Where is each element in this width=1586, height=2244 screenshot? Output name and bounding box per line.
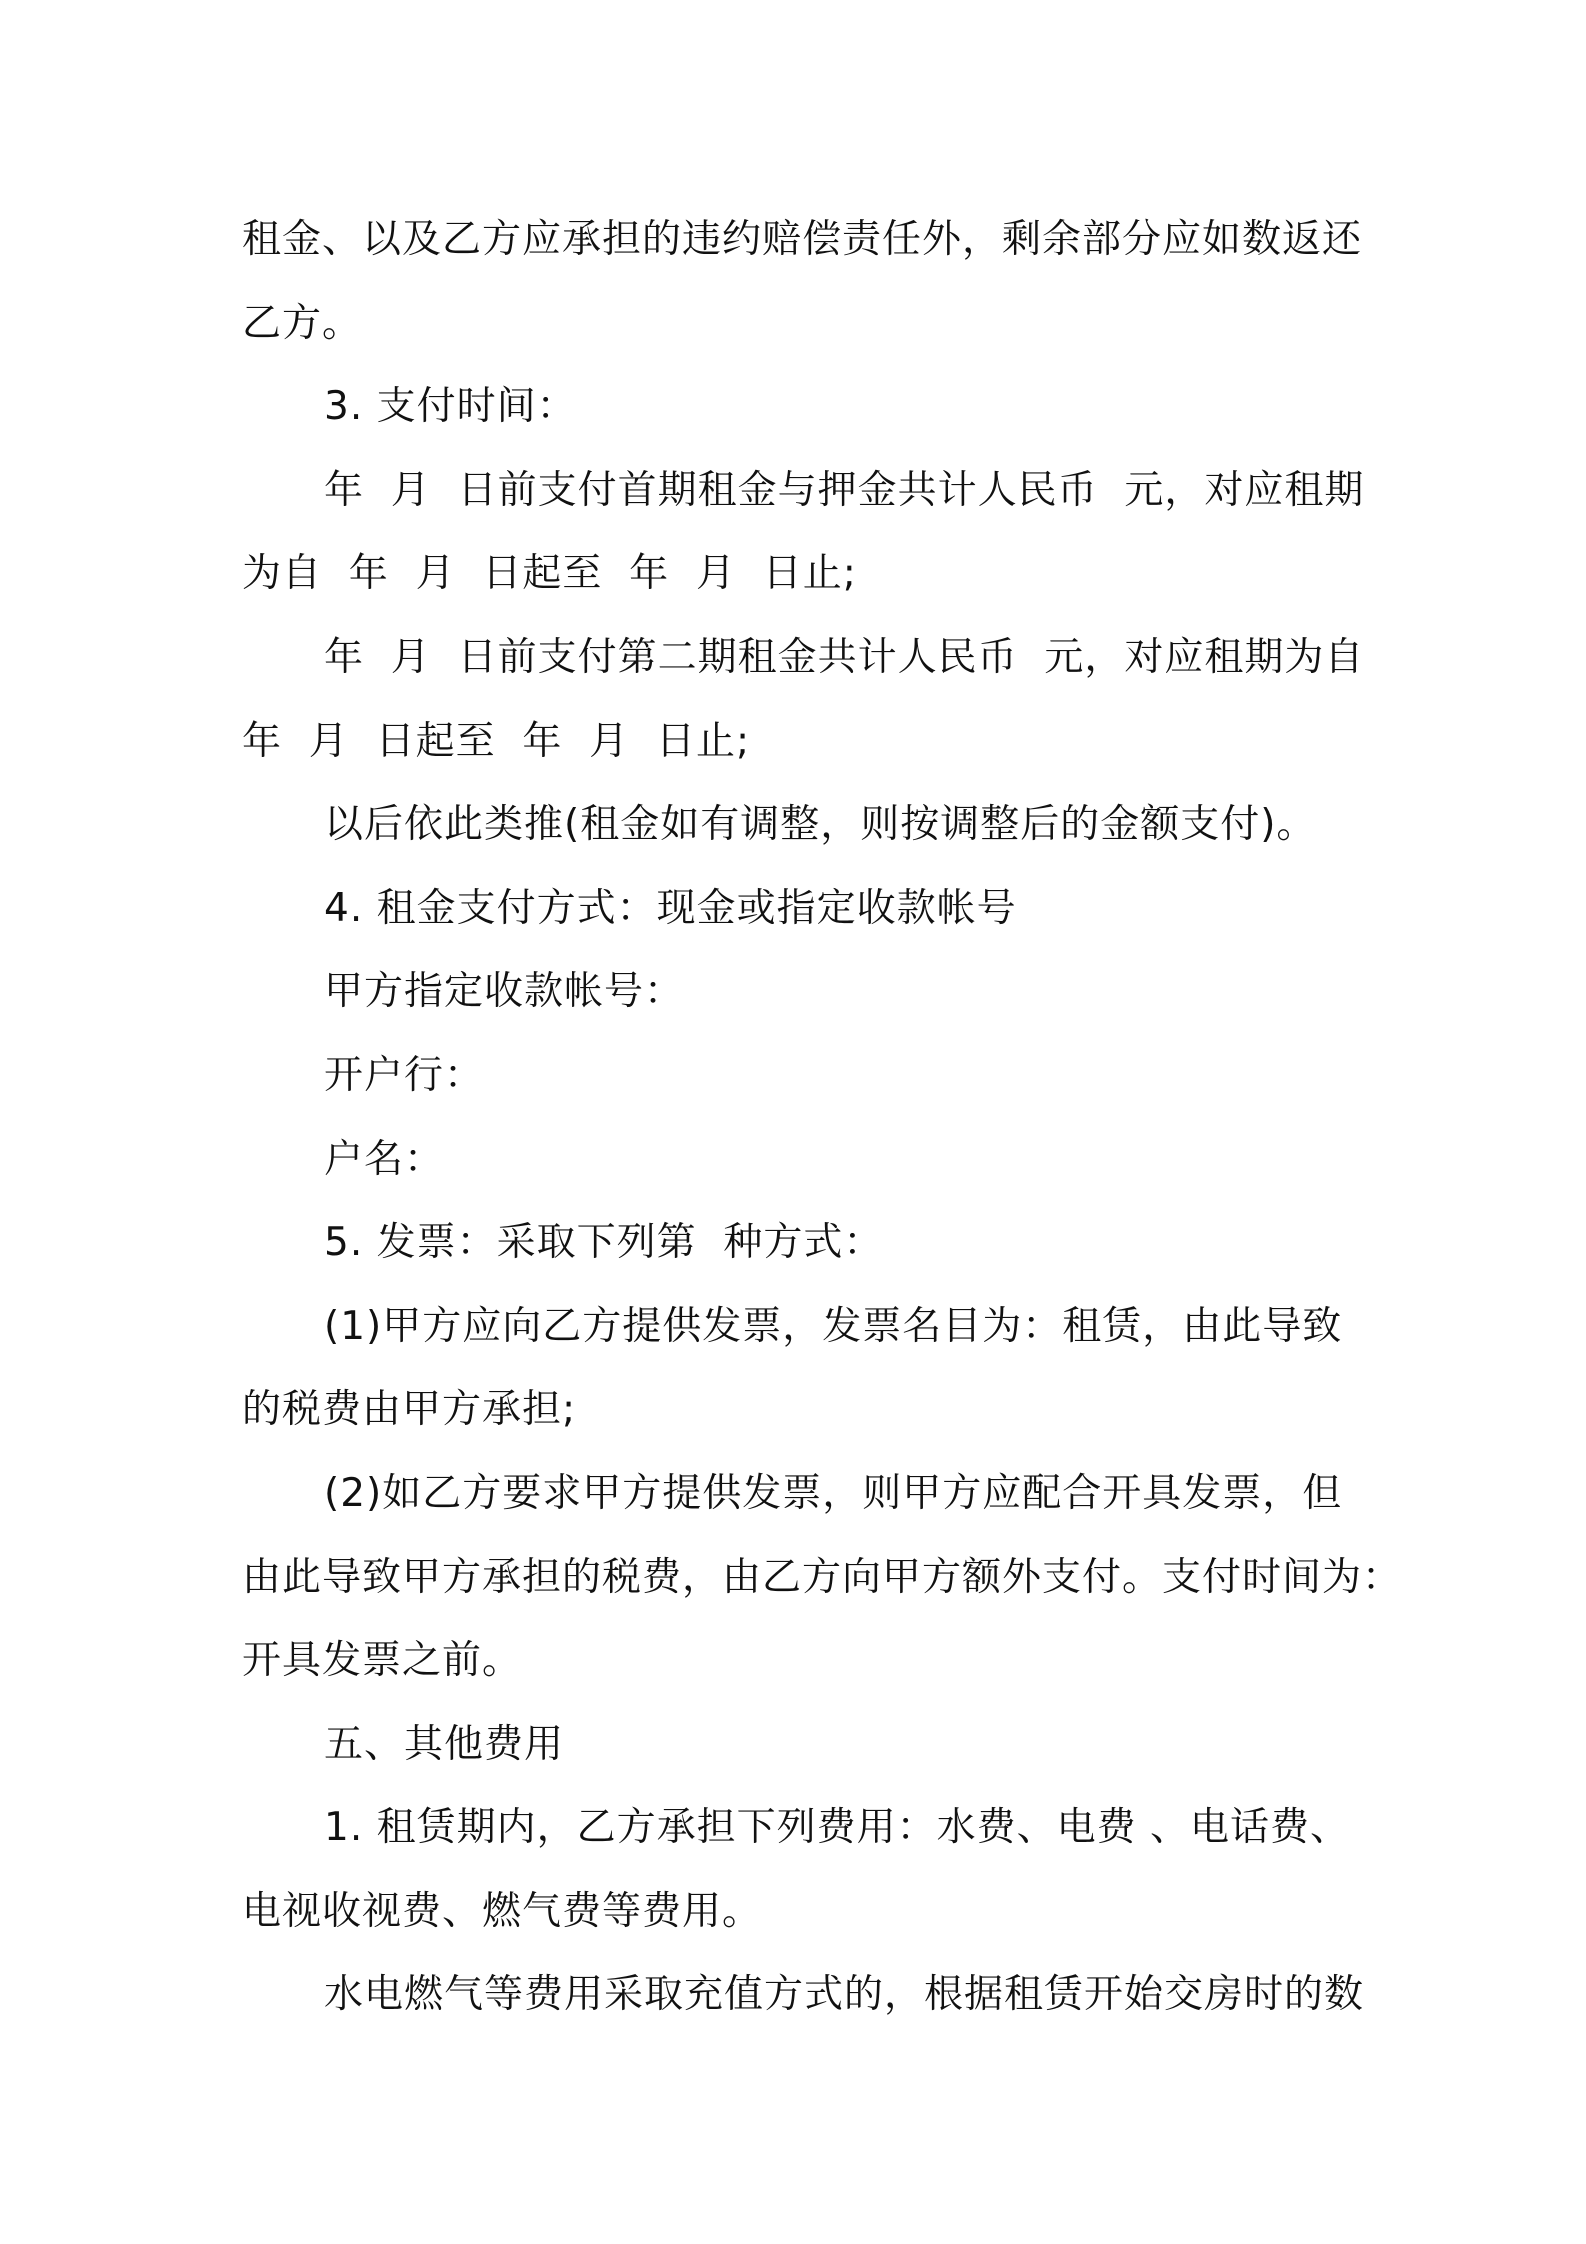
text-line: 由此导致甲方承担的税费，由乙方向甲方额外支付。支付时间为： — [242, 1554, 1403, 1600]
text-line: 开户行： — [324, 1052, 485, 1098]
document-page — [242, 198, 1403, 2037]
section-heading: 3. 支付时间： — [324, 384, 577, 430]
text-line: 年 月 日前支付第二期租金共计人民币 元，对应租期为自 — [324, 634, 1365, 680]
section-heading: 4. 租金支付方式：现金或指定收款帐号 — [324, 885, 1017, 931]
section-heading: 五、其他费用 — [324, 1721, 565, 1767]
text-line: 电视收视费、燃气费等费用。 — [242, 1888, 763, 1934]
text-line: 1. 租赁期内，乙方承担下列费用：水费、电费 、电话费、 — [324, 1805, 1351, 1851]
text-line: 年 月 日起至 年 月 日止; — [242, 718, 751, 764]
text-line: 甲方指定收款帐号： — [324, 969, 685, 1015]
text-line: 水电燃气等费用采取充值方式的，根据租赁开始交房时的数 — [324, 1972, 1365, 2018]
text-line: 乙方。 — [242, 300, 363, 346]
text-line: (2)如乙方要求甲方提供发票，则甲方应配合开具发票，但 — [324, 1470, 1343, 1516]
text-line: 为自 年 月 日起至 年 月 日止; — [242, 551, 857, 597]
section-heading: 5. 发票：采取下列第 种方式： — [324, 1220, 884, 1266]
text-line: 年 月 日前支付首期租金与押金共计人民币 元，对应租期 — [324, 467, 1365, 513]
text-line: (1)甲方应向乙方提供发票，发票名目为：租赁，由此导致 — [324, 1303, 1343, 1349]
text-line: 以后依此类推(租金如有调整，则按调整后的金额支付)。 — [324, 802, 1317, 848]
text-line: 户名： — [324, 1136, 445, 1182]
text-line: 开具发票之前。 — [242, 1638, 523, 1684]
text-line: 租金、以及乙方应承担的违约赔偿责任外，剩余部分应如数返还 — [242, 217, 1363, 262]
text-line: 的税费由甲方承担; — [242, 1387, 577, 1433]
